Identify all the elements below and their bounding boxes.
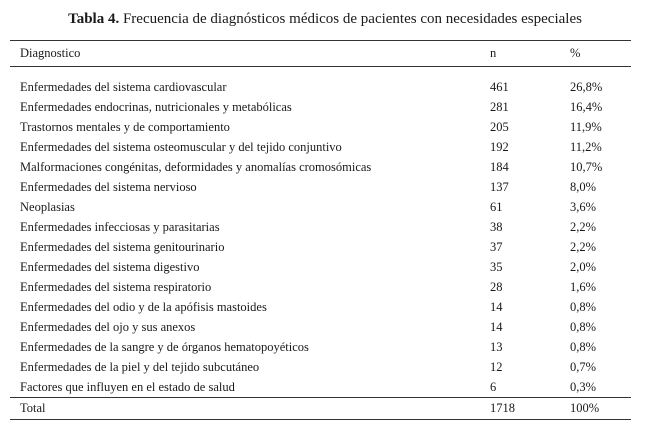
diagnosis-cell: Enfermedades infecciosas y parasitarias <box>20 219 220 234</box>
percent-cell: 0,8% <box>570 299 597 314</box>
header-pct: % <box>570 46 581 60</box>
percent-cell: 0,8% <box>570 319 597 334</box>
header-n: n <box>490 46 497 60</box>
diagnosis-cell: Enfermedades endocrinas, nutricionales y metabólicas <box>20 99 292 114</box>
table-body <box>10 77 631 397</box>
diagnosis-cell: Enfermedades del sistema digestivo <box>20 259 200 274</box>
table-bottom-rule <box>10 419 631 420</box>
table-row <box>10 157 631 177</box>
count-cell: 35 <box>490 259 503 274</box>
table-row <box>10 257 631 277</box>
diagnosis-cell: Enfermedades del odio y de la apófisis mastoides <box>20 299 267 314</box>
table-row <box>10 97 631 117</box>
percent-cell: 26,8% <box>570 79 603 94</box>
diagnosis-cell: Trastornos mentales y de comportamiento <box>20 119 230 134</box>
count-cell: 461 <box>490 79 509 94</box>
diagnosis-cell: Enfermedades del sistema respiratorio <box>20 279 212 294</box>
table-header-row <box>10 41 631 66</box>
percent-cell: 16,4% <box>570 99 603 114</box>
table-row <box>10 357 631 377</box>
count-cell: 14 <box>490 319 503 334</box>
percent-cell: 3,6% <box>570 199 597 214</box>
table-row <box>10 117 631 137</box>
table-row <box>10 277 631 297</box>
header-diagnostico: Diagnostico <box>20 46 81 60</box>
count-cell: 205 <box>490 119 509 134</box>
percent-cell: 0,8% <box>570 339 597 354</box>
percent-cell: 2,2% <box>570 239 597 254</box>
diagnosis-cell: Neoplasias <box>20 199 75 214</box>
diagnosis-cell: Enfermedades de la piel y del tejido subcutáneo <box>20 359 260 374</box>
diagnosis-cell: Enfermedades de la sangre y de órganos hematopoyéticos <box>20 339 309 354</box>
count-cell: 61 <box>490 199 503 214</box>
diagnosis-cell: Enfermedades del sistema osteomuscular y del tejido conjuntivo <box>20 139 342 154</box>
table-row <box>10 197 631 217</box>
percent-cell: 8,0% <box>570 179 597 194</box>
percent-cell: 11,2% <box>570 139 602 154</box>
total-pct: 100% <box>570 401 600 415</box>
percent-cell: 2,2% <box>570 219 597 234</box>
count-cell: 192 <box>490 139 509 154</box>
total-n: 1718 <box>490 401 515 415</box>
count-cell: 14 <box>490 299 503 314</box>
table-caption-text: Frecuencia de diagnósticos médicos de pacientes con necesidades especiales <box>122 11 582 27</box>
table-row <box>10 177 631 197</box>
total-label: Total <box>20 401 46 415</box>
table-caption <box>0 9 650 29</box>
count-cell: 37 <box>490 239 503 254</box>
percent-cell: 0,3% <box>570 379 597 394</box>
diagnosis-table <box>10 40 631 420</box>
diagnosis-cell: Enfermedades del ojo y sus anexos <box>20 319 196 334</box>
table-row <box>10 377 631 397</box>
count-cell: 281 <box>490 99 509 114</box>
diagnosis-cell: Factores que influyen en el estado de salud <box>20 379 235 394</box>
table-caption-label: Tabla 4. <box>68 11 120 27</box>
count-cell: 12 <box>490 359 503 374</box>
table-row <box>10 237 631 257</box>
table-row <box>10 137 631 157</box>
diagnosis-cell: Enfermedades del sistema cardiovascular <box>20 79 227 94</box>
diagnosis-cell: Enfermedades del sistema nervioso <box>20 179 197 194</box>
table-total-row <box>10 398 631 419</box>
table-row <box>10 337 631 357</box>
table-row <box>10 317 631 337</box>
table-row <box>10 77 631 97</box>
count-cell: 38 <box>490 219 503 234</box>
percent-cell: 11,9% <box>570 119 602 134</box>
table-row <box>10 297 631 317</box>
count-cell: 184 <box>490 159 509 174</box>
percent-cell: 2,0% <box>570 259 597 274</box>
percent-cell: 10,7% <box>570 159 603 174</box>
diagnosis-cell: Malformaciones congénitas, deformidades y anomalías cromosómicas <box>20 159 372 174</box>
count-cell: 13 <box>490 339 503 354</box>
count-cell: 137 <box>490 179 509 194</box>
count-cell: 6 <box>490 379 497 394</box>
diagnosis-cell: Enfermedades del sistema genitourinario <box>20 239 225 254</box>
table-row <box>10 217 631 237</box>
percent-cell: 1,6% <box>570 279 597 294</box>
count-cell: 28 <box>490 279 503 294</box>
percent-cell: 0,7% <box>570 359 597 374</box>
